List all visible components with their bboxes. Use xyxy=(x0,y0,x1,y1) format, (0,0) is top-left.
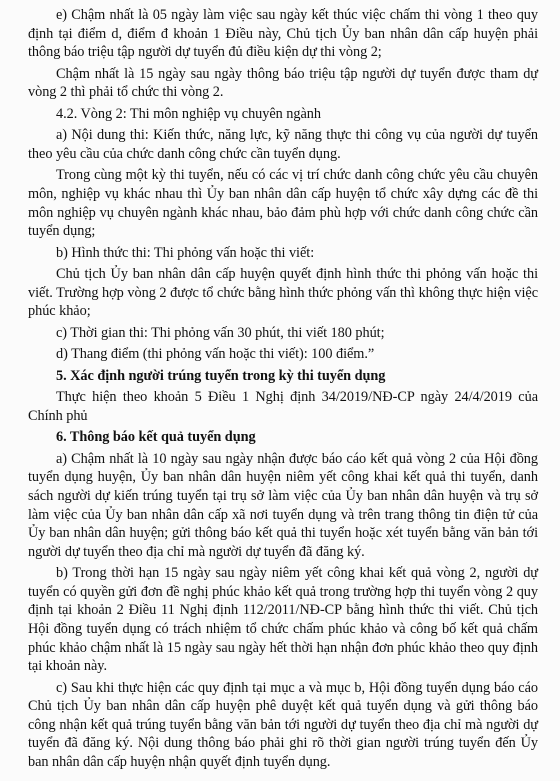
paragraph-multiple-positions: Trong cùng một kỳ thi tuyển, nếu có các vị trí chức danh công chức yêu cầu chuyên môn, nghiệp vụ khác nhau thì Ủy ban nhân dân cấp huyện tổ chức xây dựng các đề thi môn nghiệp vụ chuyên ngành khác nhau, bảo đảm phù hợp với chức danh công chức cần tuyển dụng; xyxy=(28,167,538,240)
paragraph-item-e-notice: e) Chậm nhất là 05 ngày làm việc sau ngày kết thúc việc chấm thi vòng 1 theo quy định tại điểm d, điểm đ khoản 1 Điều này, Chủ tịch Ủy ban nhân dân cấp huyện phải thông báo triệu tập người dự tuyển đủ điều kiện dự thi vòng 2; xyxy=(28,7,538,61)
paragraph-item-b-format: b) Hình thức thi: Thi phỏng vấn hoặc thi viết: xyxy=(56,244,315,261)
paragraph-item-a-content: a) Nội dung thi: Kiến thức, năng lực, kỹ năng thực thi công vụ của người dự tuyển theo yêu cầu của chức danh công chức cần tuyển dụng. xyxy=(28,127,538,162)
section-heading-4-2: 4.2. Vòng 2: Thi môn nghiệp vụ chuyên ngành xyxy=(56,105,321,122)
section-heading-5: 5. Xác định người trúng tuyển trong kỳ thi tuyển dụng xyxy=(56,367,386,384)
paragraph-item-c-duration: c) Thời gian thi: Thi phỏng vấn 30 phút, thi viết 180 phút; xyxy=(56,324,385,341)
document-body xyxy=(28,6,538,775)
paragraph-result-a: a) Chậm nhất là 10 ngày sau ngày nhận được báo cáo kết quả vòng 2 của Hội đồng tuyển dụng huyện, Ủy ban nhân dân huyện niêm yết công khai kết quả thi tuyển, danh sách người dự kiến trúng tuyển tại trụ sở làm việc của Ủy ban nhân dân huyện và trụ sở làm việc của Ủy ban nhân dân cấp xã nơi tuyển dụng và trên trang thông tin điện tử của Ủy ban nhân dân huyện; gửi thông báo kết quả thi tuyển hoặc xét tuyển bằng văn bản tới người dự tuyển theo địa chỉ mà người dự tuyển đã đăng ký. xyxy=(28,450,538,560)
paragraph-item-d-scale: d) Thang điểm (thi phỏng vấn hoặc thi viết): 100 điểm.” xyxy=(56,346,375,363)
section-heading-6: 6. Thông báo kết quả tuyển dụng xyxy=(56,429,256,446)
paragraph-round-2-deadline: Chậm nhất là 15 ngày sau ngày thông báo triệu tập người dự tuyển được tham dự vòng 2 thì phải tổ chức thi vòng 2. xyxy=(28,65,538,101)
paragraph-decree-reference: Thực hiện theo khoản 5 Điều 1 Nghị định 34/2019/NĐ-CP ngày 24/4/2019 của Chính phủ xyxy=(28,389,538,424)
paragraph-result-b: b) Trong thời hạn 15 ngày sau ngày niêm yết công khai kết quả vòng 2, người dự tuyển có quyền gửi đơn đề nghị phúc khảo kết quả trong trường hợp thi tuyển vòng 2 quy định tại khoản 2 Điều 11 Nghị định 112/2011/NĐ-CP bằng hình thức thi viết. Chủ tịch Hội đồng tuyển dụng có trách nhiệm tổ chức chấm phúc khảo và công bố kết quả chấm phúc khảo chậm nhất là 15 ngày sau ngày hết thời hạn nhận đơn phúc khảo theo quy định tại khoản này. xyxy=(28,565,538,675)
paragraph-format-decision: Chủ tịch Ủy ban nhân dân cấp huyện quyết định hình thức thi phỏng vấn hoặc thi viết. Trường hợp vòng 2 được tổ chức bằng hình thức phỏng vấn thì không thực hiện việc phúc khảo; xyxy=(28,266,538,320)
paragraph-result-c: c) Sau khi thực hiện các quy định tại mục a và mục b, Hội đồng tuyển dụng báo cáo Chủ tịch Ủy ban nhân dân cấp huyện phê duyệt kết quả tuyển dụng và gửi thông báo công nhận kết quả trúng tuyển bằng văn bản tới người dự tuyển theo địa chỉ mà người dự tuyển đã đăng ký. Nội dung thông báo phải ghi rõ thời gian người trúng tuyển đến Ủy ban nhân dân cấp huyện nhận quyết định tuyển dụng. xyxy=(28,679,538,771)
